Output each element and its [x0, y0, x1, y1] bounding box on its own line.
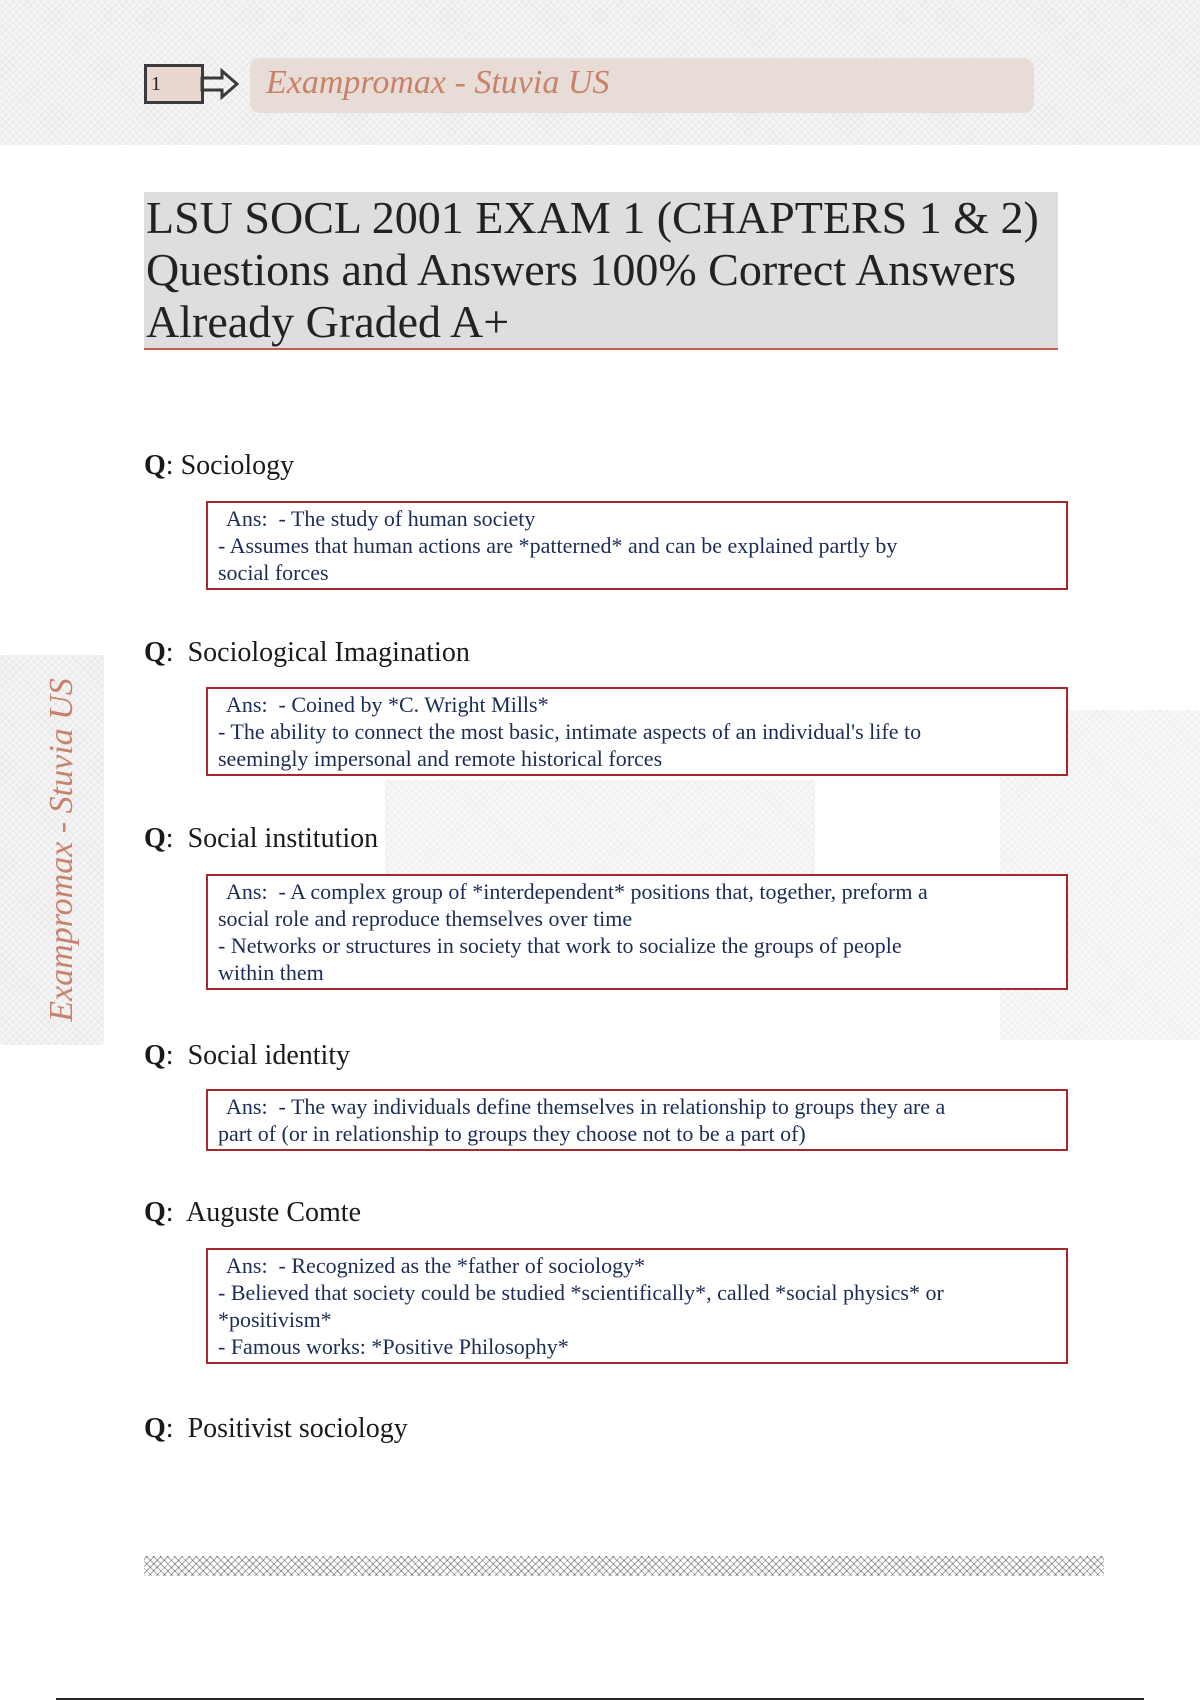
- answer-line: Ans: - Recognized as the *father of sociology*: [226, 1253, 646, 1278]
- answer-line: *positivism*: [218, 1307, 332, 1332]
- answer-line: - Assumes that human actions are *patterned* and can be explained partly by: [218, 533, 898, 558]
- title-line: Questions and Answers 100% Correct Answers: [146, 244, 1017, 295]
- question-prefix: Q: [144, 823, 166, 854]
- question: Q: Sociological Imagination: [144, 637, 470, 668]
- question-text: Sociological Imagination: [187, 637, 470, 668]
- answer-line: Ans: - Coined by *C. Wright Mills*: [226, 692, 549, 717]
- question-text: Social identity: [187, 1040, 351, 1071]
- answer-box: [206, 687, 1068, 776]
- question: Q: Sociology: [144, 450, 295, 481]
- question-prefix: Q: [144, 637, 166, 668]
- answer-line: Ans: - A complex group of *interdependent* positions that, together, preform a: [226, 879, 928, 904]
- answer-line: Ans: - The way individuals define themselves in relationship to groups they are a: [226, 1094, 946, 1119]
- answer-line: Ans: - The study of human society: [226, 506, 536, 531]
- title-line: LSU SOCL 2001 EXAM 1 (CHAPTERS 1 & 2): [146, 192, 1039, 243]
- question: Q: Social institution: [144, 823, 379, 854]
- question: Q: Auguste Comte: [144, 1197, 362, 1228]
- arrow-right-icon: [200, 68, 240, 100]
- answer-line: - Believed that society could be studied *scientifically*, called *social physics* or: [218, 1280, 944, 1305]
- answer-line: - Famous works: *Positive Philosophy*: [218, 1334, 569, 1359]
- document-title: [144, 192, 1058, 350]
- answer-line: part of (or in relationship to groups they choose not to be a part of): [218, 1121, 806, 1146]
- question-prefix: Q: [144, 1197, 166, 1228]
- header-title: Exampromax - Stuvia US: [266, 64, 610, 101]
- question-text: Social institution: [187, 823, 379, 854]
- answer-line: social forces: [218, 560, 329, 585]
- answer-line: - Networks or structures in society that work to socialize the groups of people: [218, 933, 902, 958]
- answer-line: within them: [218, 960, 324, 985]
- answer-line: - The ability to connect the most basic, intimate aspects of an individual's life to: [218, 719, 922, 744]
- decorative-divider: [144, 1556, 1104, 1576]
- header-banner: [250, 58, 1034, 113]
- question-text: Auguste Comte: [186, 1197, 362, 1228]
- question: Q: Positivist sociology: [144, 1413, 408, 1444]
- title-line: Already Graded A+: [146, 296, 510, 347]
- answer-line: social role and reproduce themselves over time: [218, 906, 633, 931]
- question-prefix: Q: [144, 1413, 166, 1444]
- page-number: 1: [144, 64, 204, 104]
- answer-line: seemingly impersonal and remote historical forces: [218, 746, 663, 771]
- side-watermark-text: Exampromax - Stuvia US: [43, 678, 80, 1022]
- question-prefix: Q: [144, 450, 166, 481]
- answer-box: [206, 874, 1068, 990]
- answer-box: [206, 1248, 1068, 1364]
- question: Q: Social identity: [144, 1040, 351, 1071]
- question-text: Positivist sociology: [187, 1413, 408, 1444]
- answer-box: [206, 1089, 1068, 1151]
- question-prefix: Q: [144, 1040, 166, 1071]
- question-text: Sociology: [180, 450, 295, 481]
- answer-box: [206, 501, 1068, 590]
